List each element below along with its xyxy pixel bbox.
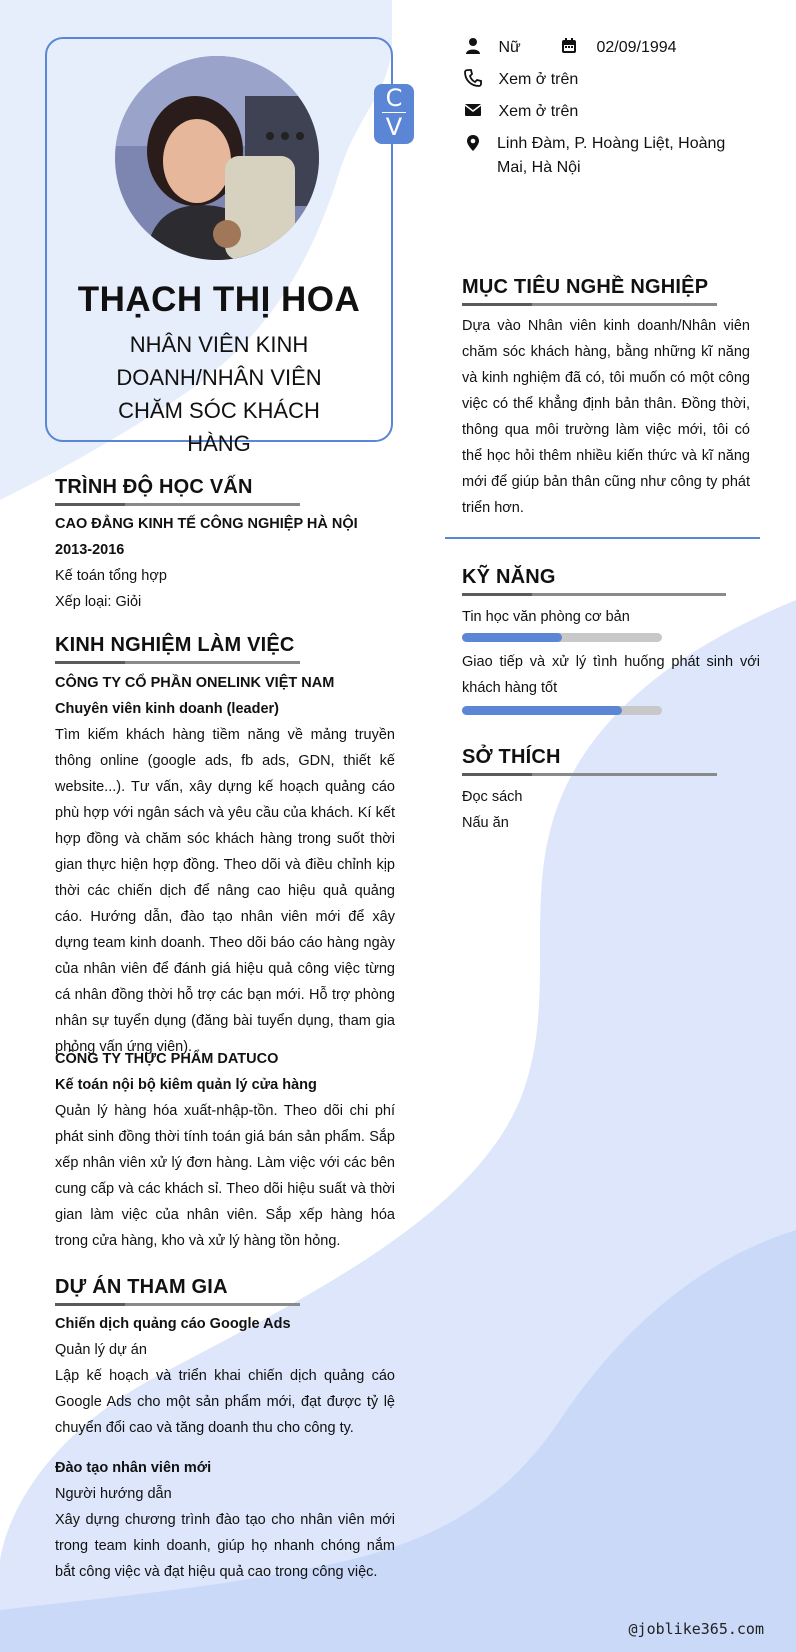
address-row xyxy=(464,132,734,180)
skill-bar-fill xyxy=(462,633,562,642)
address-value: Linh Đàm, P. Hoàng Liệt, Hoàng Mai, Hà Nội xyxy=(497,135,726,176)
experience-rule xyxy=(55,661,300,664)
experience-section xyxy=(55,634,300,664)
email-value: Xem ở trên xyxy=(498,103,579,120)
candidate-title: NHÂN VIÊN KINH DOANH/NHÂN VIÊN CHĂM SÓC KHÁCH HÀNG xyxy=(116,332,322,456)
education-major: Kế toán tổng hợp xyxy=(55,568,167,584)
job-position: Kế toán nội bộ kiêm quản lý cửa hàng xyxy=(55,1077,317,1093)
gender-value: Nữ xyxy=(498,39,521,56)
candidate-name: THẠCH THỊ HOA xyxy=(77,280,361,319)
objective-title: MỤC TIÊU NGHỀ NGHIỆP xyxy=(462,276,709,298)
project-role: Người hướng dẫn xyxy=(55,1486,172,1502)
hobbies-title: SỞ THÍCH xyxy=(462,746,561,768)
education-rule-accent xyxy=(55,503,125,506)
education-years: 2013-2016 xyxy=(55,542,125,558)
cv-badge xyxy=(374,84,414,144)
job-entry xyxy=(55,1046,395,1254)
project-description: Xây dựng chương trình đào tạo cho nhân viên mới trong team kinh doanh, giúp họ nhanh chóng nắm bắt công việc và đạt hiệu quả cao trong công việc. xyxy=(55,1512,395,1580)
phone-value: Xem ở trên xyxy=(498,71,579,88)
gender-row xyxy=(464,36,521,60)
experience-title: KINH NGHIỆM LÀM VIỆC xyxy=(55,634,295,656)
education-section xyxy=(55,476,300,506)
job-position: Chuyên viên kinh doanh (leader) xyxy=(55,701,279,717)
avatar xyxy=(115,56,319,260)
projects-rule xyxy=(55,1303,300,1306)
person-icon xyxy=(464,37,482,55)
objective-text: Dựa vào Nhân viên kinh doanh/Nhân viên chăm sóc khách hàng, bằng những kĩ năng và kinh nghiệm đã có, tôi muốn có một công việc có thể khẳng định bản thân. Đồng thời, thông qua môi trường làm việc mới, tôi có thể học hỏi thêm nhiều kiến thức và kĩ năng mới để giúp bản thân cũng như công ty phát triển hơn. xyxy=(462,318,750,516)
location-pin-icon xyxy=(464,134,482,152)
job-description: Tìm kiếm khách hàng tiềm năng về mảng truyền thông online (google ads, fb ads, GDN, thiết kế website...). Tư vấn, xây dựng kế hoạch quảng cáo phù hợp với ngân sách và yêu cầu của khách. Kí kết hợp đồng và chăm sóc khách hàng trong suốt thời gian thực hiện hợp đồng. Theo dõi và điều chỉnh kịp thời các chiến dịch để nâng cao hiệu quả quảng cáo. Hướng dẫn, đào tạo nhân viên mới để xây dựng team kinh doanh. Theo dõi báo cáo hàng ngày của nhân viên để đánh giá hiệu quả công việc từng cá nhân đồng thời hỗ trợ các bạn mới. Hỗ trợ phòng nhân sự tuyển dụng (đăng bài tuyển dụng, tham gia phỏng vấn ứng viên). xyxy=(55,727,395,1055)
skill-item xyxy=(462,604,750,642)
education-title: TRÌNH ĐỘ HỌC VẤN xyxy=(55,476,253,498)
avatar-photo xyxy=(115,56,319,260)
hobby-item: Nấu ăn xyxy=(462,815,509,831)
project-name: Đào tạo nhân viên mới xyxy=(55,1460,212,1476)
email-icon xyxy=(464,101,482,119)
education-entry xyxy=(55,511,395,615)
cv-badge-letter-c: C xyxy=(385,84,403,112)
project-role: Quản lý dự án xyxy=(55,1342,147,1358)
footer-watermark: @joblike365.com xyxy=(628,1620,764,1638)
job-description: Quản lý hàng hóa xuất-nhập-tồn. Theo dõi chi phí phát sinh đồng thời tính toán giá bán sản phẩm. Sắp xếp nhân viên xử lý đơn hàng. Làm việc với các bên cung cấp và các khách sỉ. Theo dõi hiệu suất và thời gian làm việc của nhân viên. Sắp xếp hàng hóa trong cửa hàng, kho và xử lý hàng tồn hỏng. xyxy=(55,1103,395,1249)
phone-icon xyxy=(464,69,482,87)
project-entry xyxy=(55,1311,395,1441)
projects-section xyxy=(55,1276,300,1306)
skills-title: KỸ NĂNG xyxy=(462,566,556,588)
skills-rule xyxy=(462,593,726,596)
projects-rule-accent xyxy=(55,1303,125,1306)
hobbies-rule-accent xyxy=(462,773,532,776)
hobby-item: Đọc sách xyxy=(462,789,523,805)
objective-rule-accent xyxy=(462,303,532,306)
education-grade: Xếp loại: Giỏi xyxy=(55,594,142,610)
hobby-list xyxy=(462,784,522,836)
cv-badge-letter-v: V xyxy=(385,113,403,141)
project-name: Chiến dịch quảng cáo Google Ads xyxy=(55,1316,291,1332)
job-entry xyxy=(55,670,395,1060)
skill-bar xyxy=(462,633,662,642)
project-description: Lập kế hoạch và triển khai chiến dịch quảng cáo Google Ads cho một sản phẩm mới, đạt được tỷ lệ chuyển đổi cao và tăng doanh thu cho công ty. xyxy=(55,1368,395,1436)
objective-rule xyxy=(462,303,717,306)
education-rule xyxy=(55,503,300,506)
hobbies-section xyxy=(462,746,717,776)
dob-value: 02/09/1994 xyxy=(596,39,677,56)
skills-section xyxy=(462,566,726,596)
dob-row xyxy=(560,36,677,60)
job-company: CÔNG TY THỰC PHẨM DATUCO xyxy=(55,1051,279,1067)
job-company: CÔNG TY CỔ PHẦN ONELINK VIỆT NAM xyxy=(55,675,335,691)
hobbies-rule xyxy=(462,773,717,776)
calendar-icon xyxy=(560,37,578,55)
skill-bar-fill xyxy=(462,706,622,715)
skill-name: Giao tiếp và xử lý tình huống phát sinh với khách hàng tốt xyxy=(462,654,760,696)
experience-rule-accent xyxy=(55,661,125,664)
skill-bar xyxy=(462,706,662,715)
email-row xyxy=(464,100,578,124)
project-entry xyxy=(55,1455,395,1585)
objective-section xyxy=(462,276,717,306)
skills-rule-accent xyxy=(462,593,532,596)
skill-name: Tin học văn phòng cơ bản xyxy=(462,609,630,625)
skill-item xyxy=(462,649,760,715)
phone-row xyxy=(464,68,578,92)
education-school: CAO ĐẲNG KINH TẾ CÔNG NGHIỆP HÀ NỘI xyxy=(55,516,358,532)
projects-title: DỰ ÁN THAM GIA xyxy=(55,1276,228,1298)
